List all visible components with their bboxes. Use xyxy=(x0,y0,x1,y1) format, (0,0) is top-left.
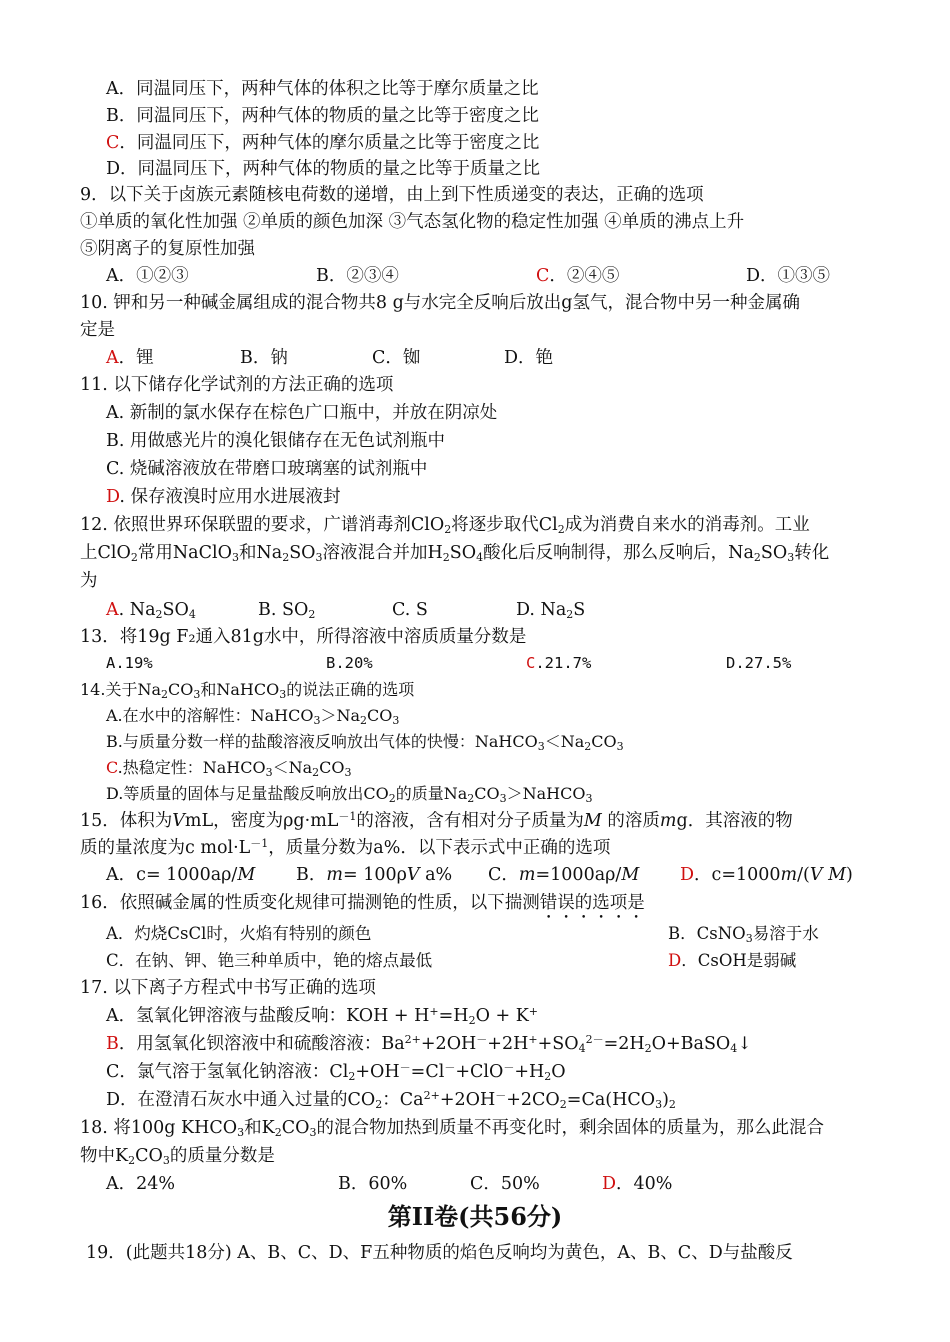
answer-mark: C xyxy=(536,266,550,286)
section-title: 第II卷(共56分) xyxy=(387,1202,563,1231)
answer-mark: D xyxy=(668,951,682,970)
q9-option-c: C．②④⑤ xyxy=(536,266,620,286)
q8-option-d: D．同温同压下，两种气体的物质的量之比等于质量之比 xyxy=(106,159,541,179)
q16-option-c: C．在钠、钾、铯三种单质中，铯的熔点最低 xyxy=(106,951,433,970)
q18-option-b: B．60% xyxy=(338,1174,408,1194)
q16-option-a: A．灼烧CsCl时，火焰有特别的颜色 xyxy=(106,924,372,943)
q13-option-c: C.21.7% xyxy=(526,654,592,672)
q17-option-a: A．氢氧化钾溶液与盐酸反响：KOH + $H^+=H_2O + K^+$ xyxy=(106,1005,538,1027)
q14-stem: 14.关于$Na_2CO_3$和NaHCO$_3$的说法正确的选项 xyxy=(80,680,415,701)
emphasized-text: 错误的选项是 xyxy=(539,893,645,913)
q9-option-b: B．②③④ xyxy=(316,266,399,286)
q9-option-d: D．①③⑤ xyxy=(746,266,831,286)
q10-stem-line1: 10. 钾和另一种碱金属组成的混合物共8 g与水完全反响后放出g氢气，混合物中另一种金属确 xyxy=(80,293,800,313)
answer-mark: A xyxy=(106,348,119,368)
q12-stem-line1: 12. 依照世界环保联盟的要求，广谱消毒剂ClO$_2$将逐步取代$Cl_2$成为消费自来水的消毒剂。工业 xyxy=(80,515,810,536)
q17-option-b: B．用氢氧化钡溶液中和硫酸溶液：$Ba^{2+}+2OH^-+2H^++SO_4^{2-}=2H_2O+BaSO_4↓$ xyxy=(106,1033,752,1055)
answer-mark: D xyxy=(602,1174,617,1194)
q19-stem: 19．(此题共18分) A、B、C、D、F五种物质的焰色反响均为黄色，A、B、C、D与盐酸反 xyxy=(86,1243,793,1263)
q12-option-a: A. $Na_2SO_4$ xyxy=(106,600,196,621)
q18-option-a: A．24% xyxy=(106,1174,176,1194)
q18-option-d: D．40% xyxy=(602,1174,673,1194)
answer-mark: C xyxy=(106,133,120,153)
q15-option-a: A．c= 1000aρ/M xyxy=(106,865,256,885)
q15-option-b: B．m= 100ρV a% xyxy=(296,865,453,885)
q12-option-b: B. $SO_2$ xyxy=(258,600,316,621)
q12-stem-line3: 为 xyxy=(80,571,98,591)
q14-option-c: C.热稳定性：$NaHCO_3<Na_2CO_3$ xyxy=(106,758,352,779)
answer-mark: B xyxy=(106,1034,119,1054)
q13-stem: 13．将19g F₂通入81g水中，所得溶液中溶质质量分数是 xyxy=(80,627,527,647)
q16-option-d: D．CsOH是弱碱 xyxy=(668,951,797,970)
q8-option-c xyxy=(106,130,539,156)
q17-option-c: C．氯气溶于氢氧化钠溶液：$Cl_2+OH^-=Cl^-+ClO^-+H_2O$ xyxy=(106,1061,566,1083)
q15-option-d: D．c=1000m/(V M) xyxy=(680,865,853,885)
q15-stem-line2: 质的量浓度为c $mol\cdot L^{-1}$，质量分数为a%．以下表示式中正确的选项 xyxy=(80,837,611,858)
answer-mark: C xyxy=(106,758,118,777)
q13-option-a: A.19% xyxy=(106,654,153,672)
q11-option-a: A. 新制的氯水保存在棕色广口瓶中，并放在阴凉处 xyxy=(106,403,498,423)
q16-option-b: B．CsNO$_3$易溶于水 xyxy=(668,924,819,945)
q14-option-b: B.与质量分数一样的盐酸溶液反响放出气体的快慢：$NaHCO_3<Na_2CO_3$ xyxy=(106,732,624,753)
q10-option-d: D．铯 xyxy=(504,348,554,368)
q17-option-d: D．在澄清石灰水中通入过量的$CO_2$：$Ca^{2+}+2OH^-+2CO_2=Ca(HCO_3)_2$ xyxy=(106,1089,676,1111)
q18-stem-line2: 物中$K_2CO_3$的质量分数是 xyxy=(80,1146,275,1167)
q11-stem: 11. 以下储存化学试剂的方法正确的选项 xyxy=(80,375,394,395)
answer-mark: A xyxy=(106,600,119,620)
q11-option-d: D. 保存液溴时应用水进展液封 xyxy=(106,487,341,507)
q15-stem-line1: 15．体积为VmL，密度为$\rho g\cdot mL^{-1}$的溶液，含有相对分子质量为M 的溶质mg．其溶液的物 xyxy=(80,810,793,831)
q12-option-c: C. S xyxy=(392,600,428,620)
q8-option-b: B．同温同压下，两种气体的物质的量之比等于密度之比 xyxy=(106,106,539,126)
q8-option-a: A．同温同压下，两种气体的体积之比等于摩尔质量之比 xyxy=(106,79,539,99)
q10-option-b: B．钠 xyxy=(240,348,288,368)
q12-stem-line2: 上ClO$_2$常用NaClO$_3$和$Na_2SO_3$溶液混合并加$H_2SO_4$酸化后反响制得，那么反响后，$Na_2SO_3$转化 xyxy=(80,543,830,564)
answer-mark: D xyxy=(680,865,695,885)
q14-option-d: D.等质量的固体与足量盐酸反响放出$CO_2$的质量$Na_2CO_3>NaHCO_3$ xyxy=(106,784,593,805)
q18-option-c: C．50% xyxy=(470,1174,540,1194)
q12-option-d: D. $Na_2S$ xyxy=(516,600,586,621)
q11-option-c: C. 烧碱溶液放在带磨口玻璃塞的试剂瓶中 xyxy=(106,459,428,479)
q9-items-line1: ①单质的氧化性加强 ②单质的颜色加深 ③气态氢化物的稳定性加强 ④单质的沸点上升 xyxy=(80,212,745,232)
q9-option-a: A．①②③ xyxy=(106,266,189,286)
q13-option-d: D.27.5% xyxy=(726,654,792,672)
answer-mark: D xyxy=(106,487,120,507)
q9-stem: 9．以下关于卤族元素随核电荷数的递增，由上到下性质递变的表达，正确的选项 xyxy=(80,185,704,205)
q17-stem: 17. 以下离子方程式中书写正确的选项 xyxy=(80,978,376,998)
q16-stem: 16．依照碱金属的性质变化规律可揣测铯的性质，以下揣测错误的选项是 xyxy=(80,893,645,913)
q10-option-a: A．锂 xyxy=(106,348,154,368)
q18-stem-line1: 18. 将100g $KHCO_3$和$K_2CO_3$的混合物加热到质量不再变化时，剩余固体的质量为，那么此混合 xyxy=(80,1118,824,1139)
q15-option-c: C．m=1000aρ/M xyxy=(488,865,640,885)
q14-option-a: A.在水中的溶解性：$NaHCO_3>Na_2CO_3$ xyxy=(106,706,400,727)
q10-option-c: C．铷 xyxy=(372,348,421,368)
q13-option-b: B.20% xyxy=(326,654,373,672)
answer-mark: C xyxy=(526,654,536,672)
option-text: ．同温同压下，两种气体的摩尔质量之比等于密度之比 xyxy=(119,133,540,153)
q9-items-line2: ⑤阴离子的复原性加强 xyxy=(80,239,255,259)
q11-option-b: B. 用做感光片的溴化银储存在无色试剂瓶中 xyxy=(106,431,445,451)
q10-stem-line2: 定是 xyxy=(80,320,115,340)
